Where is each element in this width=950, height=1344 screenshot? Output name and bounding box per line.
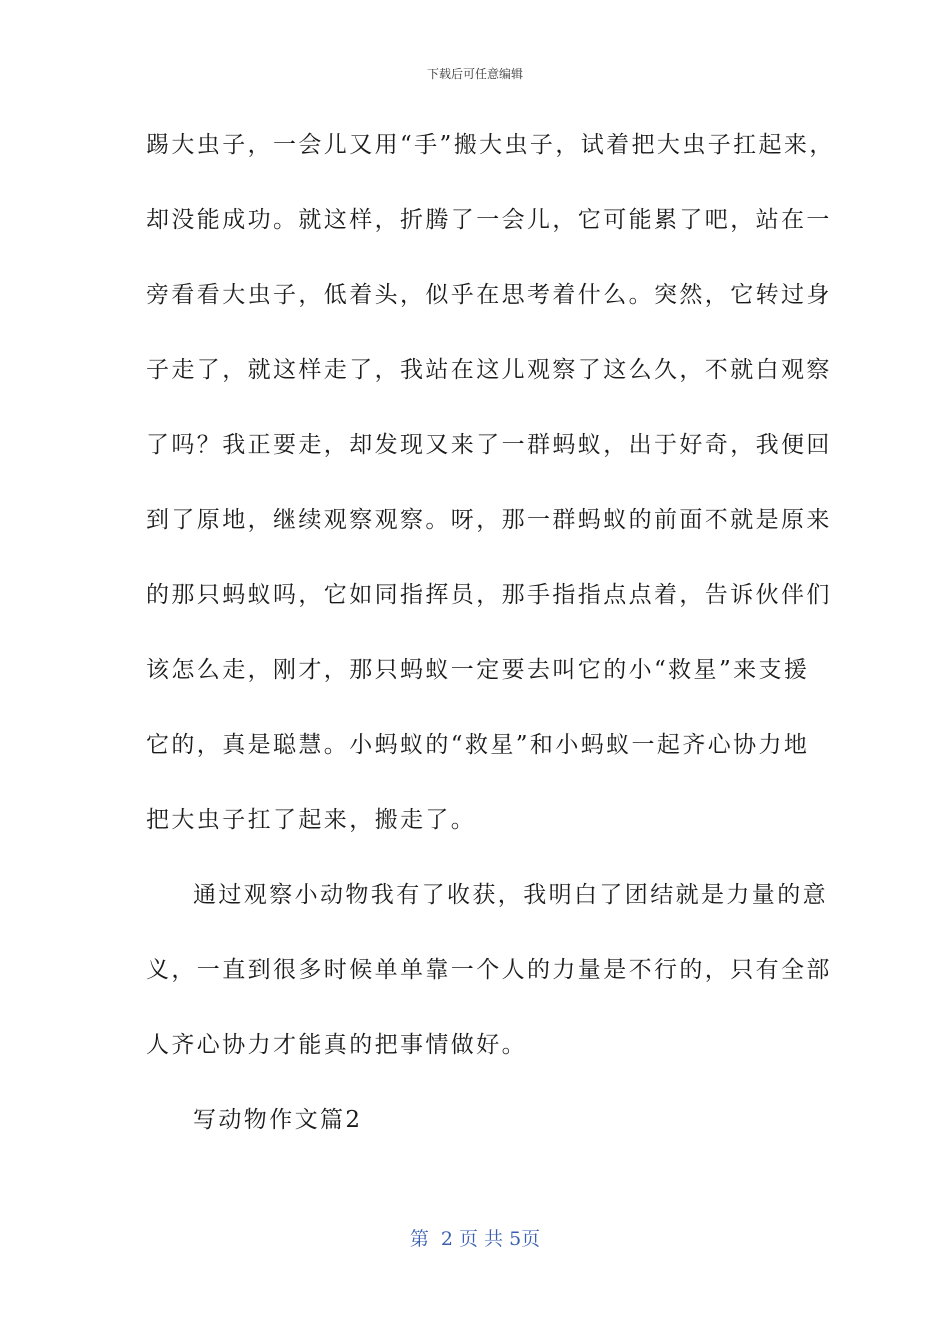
- paragraph-1-line-2: 却没能成功。就这样，折腾了一会儿，它可能累了吧，站在一: [146, 207, 832, 233]
- paragraph-2-line-2: 义，一直到很多时候单单靠一个人的力量是不行的，只有全部: [146, 957, 832, 983]
- paragraph-1-line-4: 子走了，就这样走了，我站在这儿观察了这么久，不就白观察: [146, 357, 832, 383]
- paragraph-1-line-5: 了吗？我正要走，却发现又来了一群蚂蚁，出于好奇，我便回: [146, 432, 832, 458]
- paragraph-1-line-1: 踢大虫子，一会儿又用“手”搬大虫子，试着把大虫子扛起来，: [146, 132, 835, 158]
- page-header: 下载后可任意编辑: [426, 67, 523, 81]
- paragraph-1-line-10: 把大虫子扛了起来，搬走了。: [146, 807, 477, 833]
- paragraph-2-line-1: 通过观察小动物我有了收获，我明白了团结就是力量的意: [193, 882, 828, 908]
- section-heading: 写动物作文篇2: [193, 1107, 363, 1133]
- page-footer: 第 2 页 共 5页: [409, 1228, 541, 1250]
- paragraph-2-line-3: 人齐心协力才能真的把事情做好。: [146, 1032, 527, 1058]
- paragraph-1-line-7: 的那只蚂蚁吗，它如同指挥员，那手指指点点着，告诉伙伴们: [146, 582, 832, 608]
- paragraph-1-line-8: 该怎么走，刚才，那只蚂蚁一定要去叫它的小“救星”来支援: [146, 657, 810, 683]
- paragraph-1-line-3: 旁看看大虫子，低着头，似乎在思考着什么。突然，它转过身: [146, 282, 832, 308]
- paragraph-1-line-9: 它的，真是聪慧。小蚂蚁的“救星”和小蚂蚁一起齐心协力地: [146, 732, 810, 758]
- paragraph-1-line-6: 到了原地，继续观察观察。呀，那一群蚂蚁的前面不就是原来: [146, 507, 832, 533]
